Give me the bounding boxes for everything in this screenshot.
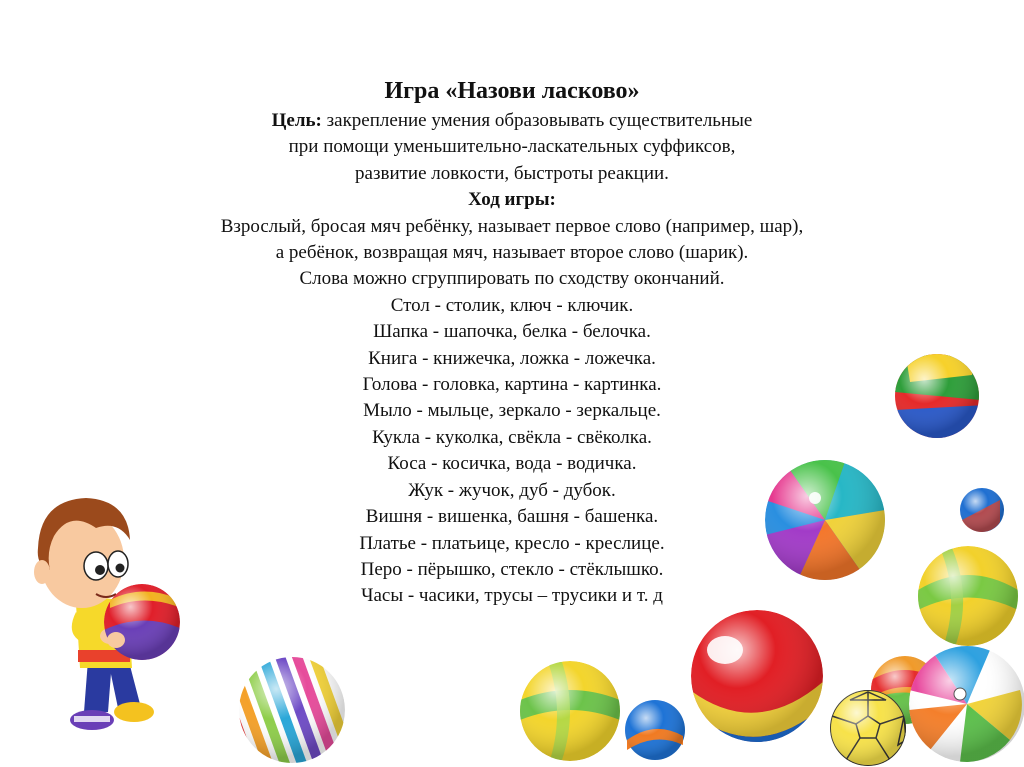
page-title: Игра «Назови ласково» xyxy=(384,78,640,104)
course-line: Коса - косичка, вода - водичка. xyxy=(387,453,637,475)
course-line: Стол - столик, ключ - ключик. xyxy=(390,294,634,316)
course-line: Платье - платьице, кресло - креслице. xyxy=(359,532,665,554)
ball-icon xyxy=(520,661,620,761)
goal-text: закрепление умения образовывать существительные xyxy=(326,110,753,131)
ball-icon xyxy=(918,546,1018,646)
course-line: Кукла - куколка, свёкла - свёколка. xyxy=(372,426,652,448)
ball-icon xyxy=(890,350,990,450)
goal-label: Цель: xyxy=(271,110,322,131)
course-label: Ход игры: xyxy=(468,189,556,211)
course-line: Голова - головка, картина - картинка. xyxy=(362,374,662,396)
ball-icon xyxy=(960,488,1004,532)
ball-icon xyxy=(104,584,180,660)
ball-icon xyxy=(690,610,825,752)
ball-icon xyxy=(765,459,886,581)
course-line: Перо - пёрышко, стекло - стёклышко. xyxy=(360,558,664,580)
ball-icon xyxy=(830,690,906,766)
course-line: а ребёнок, возвращая мяч, называет второе слово (шарик). xyxy=(275,242,749,264)
goal-text: при помощи уменьшительно-ласкательных суффиксов, xyxy=(288,136,736,158)
ball-icon xyxy=(909,645,1024,762)
ball-icon xyxy=(215,643,352,767)
goal-text: развитие ловкости, быстроты реакции. xyxy=(355,162,669,184)
ball-icon xyxy=(625,700,685,760)
course-line: Жук - жучок, дуб - дубок. xyxy=(408,479,616,501)
course-line: Мыло - мыльце, зеркало - зеркальце. xyxy=(363,400,661,422)
course-line: Слова можно сгруппировать по сходству окончаний. xyxy=(299,268,725,290)
course-line: Часы - часики, трусы – трусики и т. д xyxy=(361,585,663,607)
course-line: Взрослый, бросая мяч ребёнку, называет первое слово (например, шар), xyxy=(220,215,804,237)
course-line: Книга - книжечка, ложка - ложечка. xyxy=(368,347,656,369)
course-line: Вишня - вишенка, башня - башенка. xyxy=(365,506,659,528)
course-line: Шапка - шапочка, белка - белочка. xyxy=(373,321,651,343)
boy-hand xyxy=(107,632,125,648)
